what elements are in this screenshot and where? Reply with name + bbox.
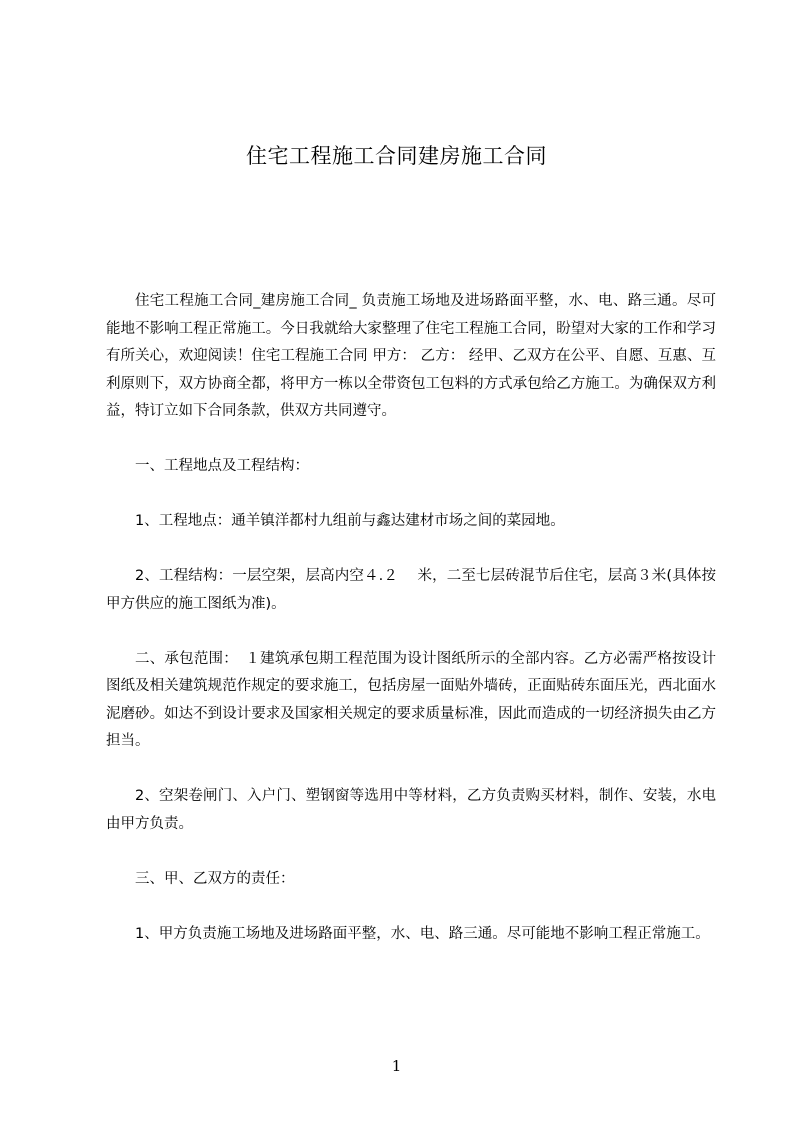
document-body	[106, 288, 716, 948]
paragraph-project-structure: 2、工程结构：一层空架，层高内空４.２ 米，二至七层砖混节后住宅，层高３米(具体按甲方供应的施工图纸为准)。	[106, 568, 716, 612]
paragraph-intro: 住宅工程施工合同_建房施工合同_ 负责施工场地及进场路面平整，水、电、路三通。尽可能地不影响工程正常施工。今日我就给大家整理了住宅工程施工合同，盼望对大家的工作和学习有所关心，欢迎阅读！住宅工程施工合同 甲方： 乙方： 经甲、乙双方在公平、自愿、互惠、互利原则下，双方协商全都，将甲方一栋以全带资包工包料的方式承包给乙方施工。为确保双方利益，特订立如下合同条款，供双方共同遵守。	[106, 293, 716, 419]
document-title: 住宅工程施工合同建房施工合同	[246, 144, 547, 168]
page-number: 1	[391, 1057, 402, 1075]
paragraph-party-a-duty-1: 1、甲方负责施工场地及进场路面平整，水、电、路三通。尽可能地不影响工程正常施工。	[135, 925, 710, 942]
paragraph-contract-scope: 二、承包范围： １建筑承包期工程范围为设计图纸所示的全部内容。乙方必需严格按设计图纸及相关建筑规范作规定的要求施工，包括房屋一面贴外墙砖，正面贴砖东面压光，西北面水泥磨砂。如达不到设计要求及国家相关规定的要求质量标准，因此而造成的一切经济损失由乙方担当。	[106, 650, 716, 749]
paragraph-doors-windows: 2、空架卷闸门、入户门、塑钢窗等选用中等材料，乙方负责购买材料，制作、安装，水电由甲方负责。	[106, 788, 716, 832]
section-heading-location-structure: 一、工程地点及工程结构：	[135, 458, 309, 474]
paragraph-project-location: 1、工程地点：通羊镇洋都村九组前与鑫达建材市场之间的菜园地。	[135, 513, 565, 529]
section-heading-responsibilities: 三、甲、乙双方的责任：	[135, 870, 295, 887]
